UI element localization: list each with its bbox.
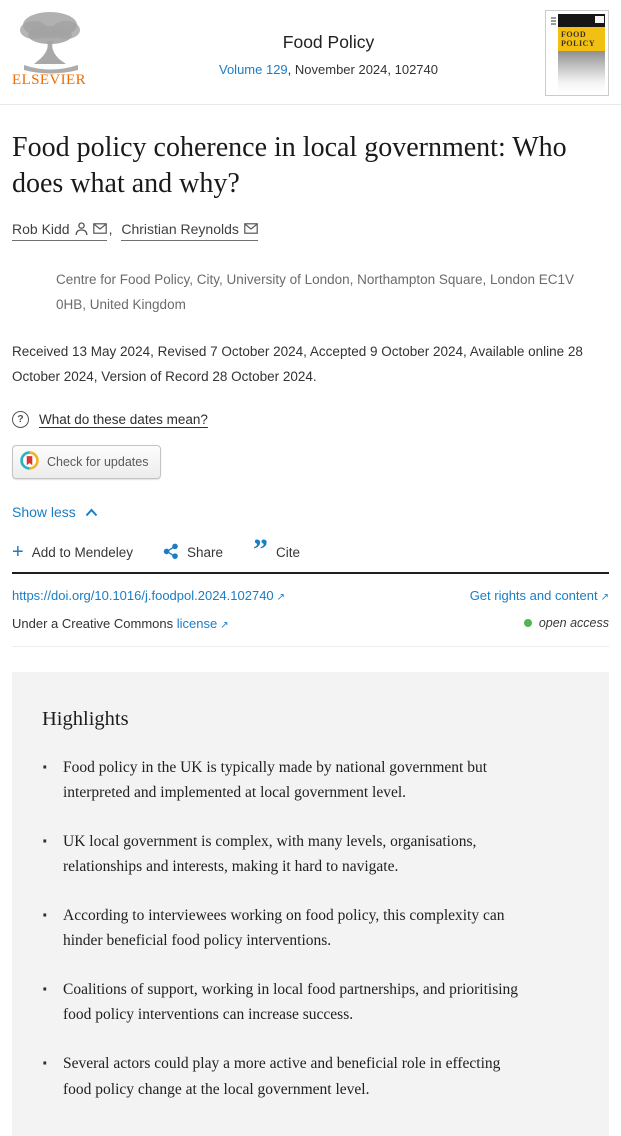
external-link-icon: ↗ — [600, 591, 609, 603]
open-access-badge — [524, 616, 609, 630]
author-christian-reynolds[interactable] — [121, 221, 258, 241]
share-label: Share — [187, 544, 224, 560]
chevron-up-icon — [85, 504, 98, 520]
highlight-item: · Coalitions of support, working in local food partnerships, and prioritising food policy interventions can increase success. — [42, 977, 579, 1027]
bullet-icon: · — [42, 1053, 49, 1076]
journal-header — [0, 0, 621, 105]
bullet-icon: · — [42, 904, 49, 927]
issue-details: , November 2024, 102740 — [287, 62, 438, 77]
authors-row — [12, 221, 609, 241]
light-divider — [12, 646, 609, 647]
volume-issue-line — [112, 62, 545, 77]
journal-cover-art — [549, 14, 605, 92]
author-name: Christian Reynolds — [121, 220, 239, 237]
cover-gradient — [558, 51, 605, 92]
journal-title-link[interactable]: Food Policy — [282, 32, 375, 52]
highlights-heading: Highlights — [42, 707, 129, 730]
dates-help-row — [12, 411, 609, 428]
affiliation-text: Centre for Food Policy, City, University of London, Northampton Square, London EC1V 0HB, United Kingdom — [56, 271, 575, 312]
cover-black-band — [558, 14, 605, 27]
highlight-item: · UK local government is complex, with many levels, organisations, relationships and interests, making it hard to navigate. — [42, 829, 579, 879]
author-separator: , — [108, 220, 113, 237]
check-for-updates-button[interactable] — [12, 445, 161, 479]
elsevier-logo[interactable] — [12, 10, 112, 89]
doi-link[interactable]: https://doi.org/10.1016/j.foodpol.2024.102740 ↗ — [12, 587, 286, 603]
cover-corner-box — [595, 16, 604, 23]
author-rob-kidd[interactable] — [12, 221, 107, 241]
journal-cover-thumbnail[interactable] — [545, 10, 609, 96]
open-access-dot-icon — [524, 619, 532, 627]
question-mark-icon: ? — [12, 411, 29, 428]
add-to-mendeley-button[interactable] — [12, 541, 134, 564]
highlight-item: · Food policy in the UK is typically made by national government but interpreted and implemented at local government level. — [42, 755, 579, 805]
cite-button[interactable] — [253, 533, 301, 567]
elsevier-tree-icon — [12, 10, 112, 74]
crossmark-icon — [20, 451, 39, 473]
license-open-access-row — [12, 616, 609, 631]
dates-help-link[interactable]: What do these dates mean? — [39, 411, 208, 427]
show-less-link[interactable] — [12, 504, 98, 520]
cite-quote-icon: ” — [253, 533, 269, 567]
elsevier-wordmark: ELSEVIER — [12, 72, 87, 88]
volume-link[interactable]: Volume 129 — [219, 62, 288, 77]
bullet-icon: · — [42, 979, 49, 1002]
highlight-item: · Several actors could play a more active and beneficial role in effecting food policy change at the local government level. — [42, 1051, 579, 1101]
person-icon — [75, 222, 88, 236]
external-link-icon: ↗ — [220, 619, 229, 631]
external-link-icon: ↗ — [276, 591, 286, 603]
highlights-section — [12, 672, 609, 1136]
article-title: Food policy coherence in local government: Who does what and why? — [12, 132, 567, 199]
cover-journal-name: FOOD POLICY — [558, 27, 605, 51]
section-divider — [12, 572, 609, 574]
article-head — [0, 130, 621, 647]
envelope-icon — [244, 223, 258, 234]
show-less-label: Show less — [12, 503, 76, 520]
share-button[interactable] — [163, 543, 223, 562]
highlights-list — [42, 755, 579, 1102]
journal-info — [112, 10, 545, 77]
license-statement: Under a Creative Commons license ↗ — [12, 615, 229, 631]
license-link[interactable]: license ↗ — [176, 615, 229, 631]
bullet-icon: · — [42, 830, 49, 853]
get-rights-link[interactable]: Get rights and content ↗ — [469, 587, 609, 603]
open-access-label: open access — [538, 616, 609, 631]
author-name: Rob Kidd — [12, 220, 70, 237]
cite-label: Cite — [276, 544, 301, 560]
check-updates-label: Check for updates — [47, 454, 149, 469]
doi-rights-row — [12, 588, 609, 603]
share-icon — [163, 543, 179, 562]
plus-icon: + — [12, 541, 24, 564]
cover-spine-decoration — [549, 14, 558, 92]
article-dates: Received 13 May 2024, Revised 7 October 2024, Accepted 9 October 2024, Available online 28 October 2024, Version of Record 28 October 2024. — [12, 343, 583, 384]
bullet-icon: · — [42, 756, 49, 779]
article-actions — [12, 533, 609, 567]
highlight-item: · According to interviewees working on food policy, this complexity can hinder beneficial food policy interventions. — [42, 903, 579, 953]
envelope-icon — [93, 223, 107, 234]
mendeley-label: Add to Mendeley — [31, 544, 134, 560]
